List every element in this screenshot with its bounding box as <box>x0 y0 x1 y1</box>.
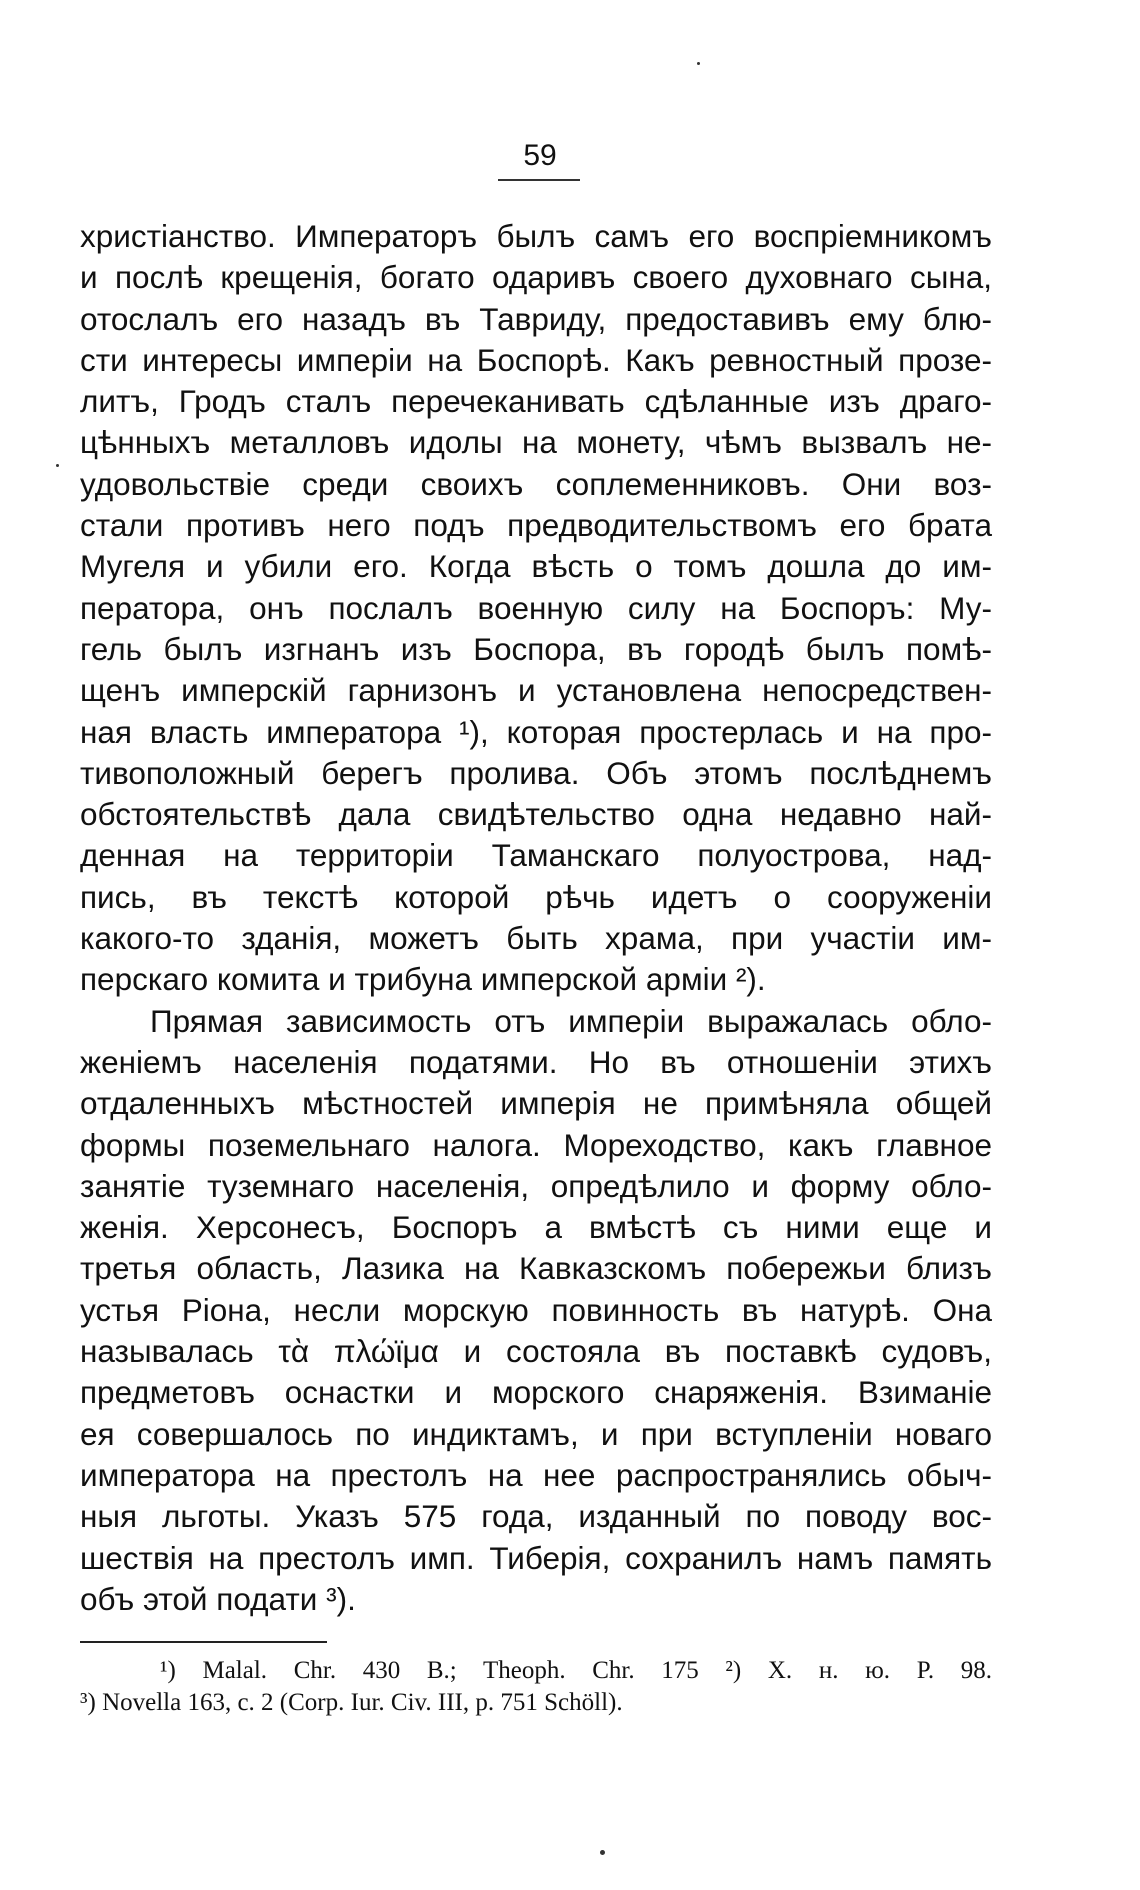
scan-speck <box>56 464 59 467</box>
text-line: занятіе туземнаго населенія, опредѣлило и форму обло- <box>80 1167 992 1204</box>
paragraph-end-line: объ этой подати ³). <box>80 1580 356 1617</box>
scan-speck <box>600 1850 605 1855</box>
text-line: сти интересы имперіи на Боспорѣ. Какъ ревностный прозе- <box>80 341 992 378</box>
paragraph-start-line: Прямая зависимость отъ имперіи выражалась обло- <box>150 1002 992 1039</box>
text-line: ператора, онъ послалъ военную силу на Боспоръ: Му- <box>80 589 992 626</box>
text-line: предметовъ оснастки и морского снаряженія. Взиманіе <box>80 1374 992 1411</box>
text-line: денная на территоріи Таманскаго полуострова, над- <box>80 837 992 874</box>
text-line: ная власть императора ¹), которая простерлась и на про- <box>80 713 992 750</box>
text-line: тивоположный берегъ пролива. Объ этомъ послѣднемъ <box>80 754 992 791</box>
text-line: женіемъ населенія податями. Но въ отношеніи этихъ <box>80 1043 992 1080</box>
text-line: формы поземельнаго налога. Мореходство, какъ главное <box>80 1126 992 1163</box>
text-line: императора на престолъ на нее распространялись обыч- <box>80 1456 992 1493</box>
paragraph-end-line: перскаго комита и трибуна имперской арміи ²). <box>80 961 766 998</box>
scan-speck <box>697 62 700 65</box>
footnote-line: ³) Novella 163, c. 2 (Corp. Iur. Civ. III, p. 751 Schöll). <box>80 1689 623 1716</box>
text-line: стали противъ него подъ предводительствомъ его брата <box>80 507 992 544</box>
text-line: шествія на престолъ имп. Тиберія, сохранилъ намъ память <box>80 1539 992 1576</box>
text-line: гель былъ изгнанъ изъ Боспора, въ городѣ былъ помѣ- <box>80 630 992 667</box>
text-line: цѣнныхъ металловъ идолы на монету, чѣмъ вызвалъ не- <box>80 424 992 461</box>
text-line: устья Ріона, несли морскую повинность въ натурѣ. Она <box>80 1291 992 1328</box>
text-line: пись, въ текстѣ которой рѣчь идетъ о сооруженіи <box>80 878 992 915</box>
footnote-rule <box>80 1641 327 1643</box>
text-line: Мугеля и убили его. Когда вѣсть о томъ дошла до им- <box>80 548 992 585</box>
text-line: щенъ имперскій гарнизонъ и установлена непосредствен- <box>80 672 992 709</box>
text-line: ныя льготы. Указъ 575 года, изданный по поводу вос- <box>80 1498 992 1535</box>
text-line: удовольствіе среди своихъ соплеменниковъ. Они воз- <box>80 465 992 502</box>
text-line: ея совершалось по индиктамъ, и при вступленіи новаго <box>80 1415 992 1452</box>
footnote-line: ¹) Malal. Chr. 430 B.; Theoph. Chr. 175 ²) X. н. ю. P. 98. <box>160 1657 992 1684</box>
text-line: христіанство. Императоръ былъ самъ его воспріемникомъ <box>80 218 992 254</box>
text-line: отдаленныхъ мѣстностей имперія не примѣняла общей <box>80 1085 992 1122</box>
page-number-rule <box>498 179 580 181</box>
text-line: обстоятельствѣ дала свидѣтельство одна недавно най- <box>80 796 992 833</box>
text-line: литъ, Гродъ сталъ перечеканивать сдѣланные изъ драго- <box>80 383 992 420</box>
text-line: третья область, Лазика на Кавказскомъ побережьи близъ <box>80 1250 992 1287</box>
text-line: отослалъ его назадъ въ Тавриду, предоставивъ ему блю- <box>80 300 992 337</box>
text-line: какого-то зданія, можетъ быть храма, при участіи им- <box>80 920 992 957</box>
text-line: и послѣ крещенія, богато одаривъ своего духовнаго сына, <box>80 259 992 296</box>
text-line: женія. Херсонесъ, Боспоръ а вмѣстѣ съ ними еще и <box>80 1209 992 1246</box>
text-line: называлась τὰ πλώϊμα и состояла въ поставкѣ судовъ, <box>80 1333 992 1370</box>
footnotes <box>80 1655 992 1719</box>
body-text <box>80 216 992 1620</box>
page-number: 59 <box>523 139 557 172</box>
